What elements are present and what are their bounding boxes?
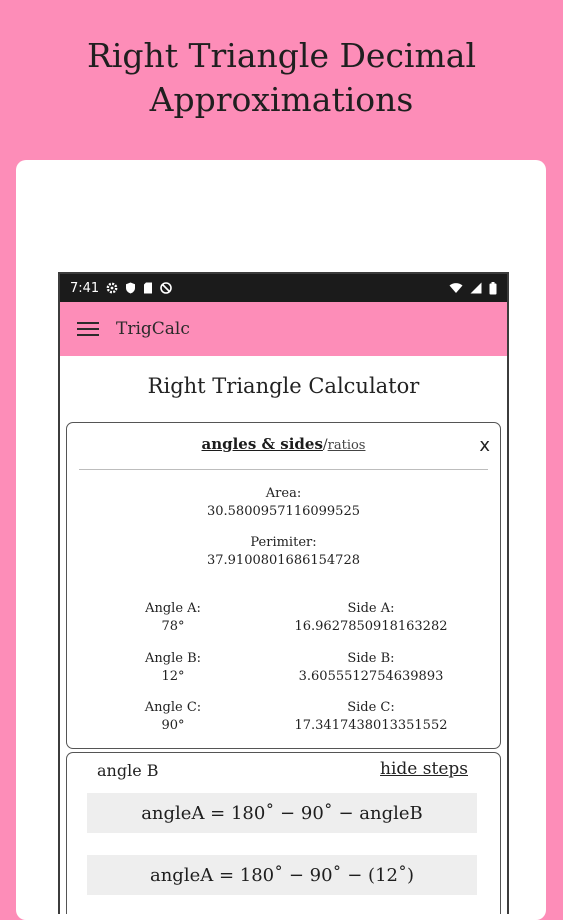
side-b-label: Side B:: [347, 651, 395, 666]
status-time: 7:41: [70, 280, 100, 296]
tab-separator: /: [322, 437, 328, 453]
tab-angles-sides[interactable]: angles & sides: [201, 435, 323, 453]
angle-b-label: Angle B:: [145, 651, 201, 666]
headline-line-1: Right Triangle Decimal: [86, 36, 477, 75]
results-divider: [79, 469, 488, 470]
hide-steps-link[interactable]: hide steps: [380, 759, 468, 779]
calculator-title: Right Triangle Calculator: [147, 374, 420, 398]
area-block: [67, 485, 500, 521]
side-c-block: [271, 699, 471, 735]
side-a-label: Side A:: [347, 601, 395, 616]
headline-line-2: Approximations: [149, 80, 414, 119]
angle-a-value: 78°: [161, 619, 185, 634]
signal-icon: [470, 282, 482, 294]
angle-b-value: 12°: [161, 669, 185, 684]
status-bar: [60, 274, 507, 302]
close-results-button[interactable]: x: [479, 435, 490, 456]
side-c-value: 17.3417438013351552: [294, 718, 448, 733]
app-bar: [60, 302, 507, 356]
perimeter-value: 37.9100801686154728: [206, 553, 360, 568]
results-panel: [66, 422, 501, 749]
angle-a-block: [73, 600, 273, 636]
wifi-icon: [449, 282, 463, 294]
side-b-value: 3.6055512754639893: [298, 669, 444, 684]
promo-headline: [0, 34, 563, 122]
step-equation: angleA = 180˚ − 90˚ − (12˚): [87, 855, 477, 895]
angle-b-block: [73, 650, 273, 686]
steps-panel: [66, 752, 501, 914]
area-value: 30.5800957116099525: [206, 504, 360, 519]
angle-a-label: Angle A:: [145, 601, 201, 616]
hamburger-menu-icon[interactable]: [60, 302, 116, 356]
no-disturb-icon: [160, 282, 172, 294]
tab-ratios[interactable]: ratios: [327, 438, 366, 453]
sim-card-icon: [143, 282, 153, 294]
side-b-block: [271, 650, 471, 686]
results-tabs: [67, 435, 500, 453]
battery-icon: [489, 282, 497, 295]
gear-icon: [106, 282, 118, 294]
app-title: TrigCalc: [116, 319, 190, 339]
step-equation: angleA = 180˚ − 90˚ − angleB: [87, 793, 477, 833]
shield-icon: [125, 282, 136, 294]
perimeter-block: [67, 534, 500, 570]
side-a-value: 16.9627850918163282: [294, 619, 448, 634]
side-a-block: [271, 600, 471, 636]
steps-label: angle B: [97, 761, 159, 780]
angle-c-value: 90°: [161, 718, 185, 733]
angle-c-block: [73, 699, 273, 735]
perimeter-label: Perimiter:: [250, 535, 317, 550]
side-c-label: Side C:: [347, 700, 395, 715]
angle-c-label: Angle C:: [144, 700, 202, 715]
area-label: Area:: [265, 486, 302, 501]
phone-screen: [58, 272, 509, 914]
